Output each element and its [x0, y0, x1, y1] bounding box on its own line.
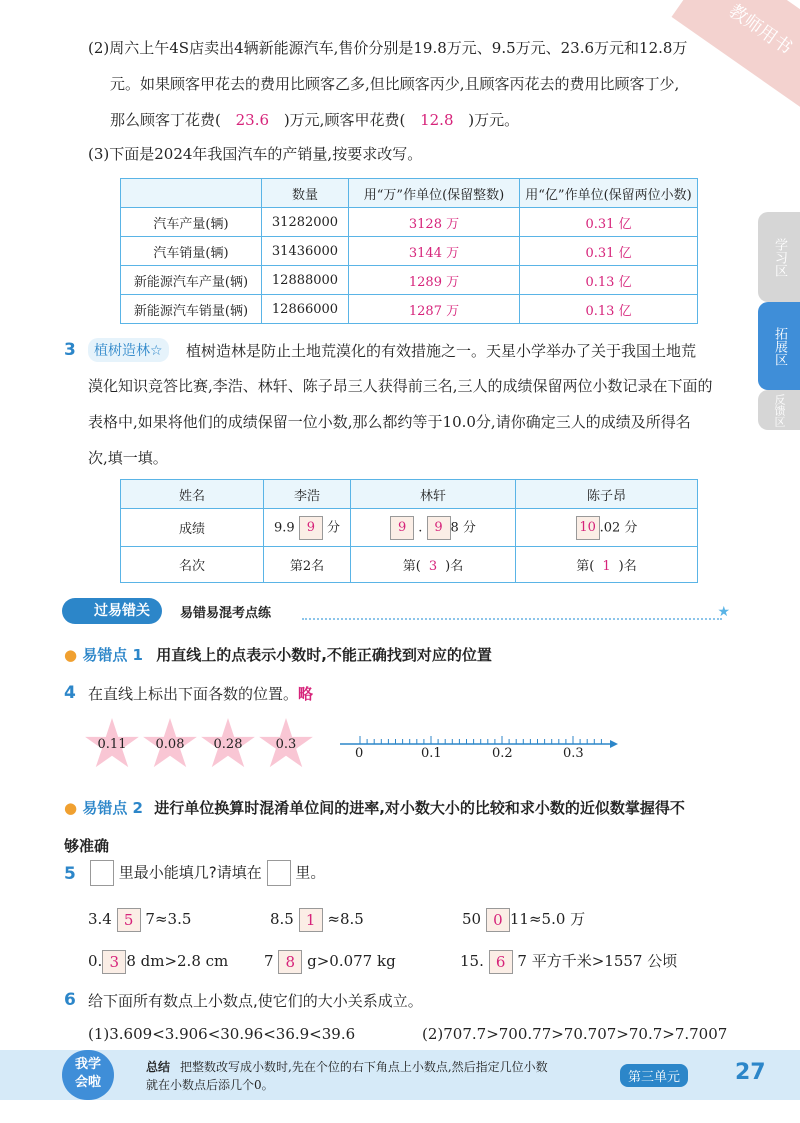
table-row: 汽车产量(辆) 31282000 3128 万 0.31 亿 [121, 208, 698, 237]
error-point-1: ● 易错点 1 用直线上的点表示小数时,不能正确找到对应的位置 [64, 646, 492, 664]
q5-item: 8.5 1 ≈8.5 [270, 908, 364, 932]
answer-box[interactable]: 10 [576, 516, 600, 540]
q2-part3-text: (3)下面是2024年我国汽车的产销量,按要求改写。 [88, 145, 423, 163]
q5-item: 15. 6 7 平方千米>1557 公顷 [460, 950, 677, 974]
number-line-label: 0.1 [421, 746, 442, 761]
section-header [62, 598, 730, 624]
empty-box [267, 860, 291, 886]
table-row: 新能源汽车产量(辆) 12888000 1289 万 0.13 亿 [121, 266, 698, 295]
footer-summary: 总结 把整数改写成小数时,先在个位的右下角点上小数点,然后指定几位小数 就在小数点后添几个0。 [146, 1060, 548, 1092]
table-row: 新能源汽车销量(辆) 12866000 1287 万 0.13 亿 [121, 295, 698, 324]
error-point-2: ● 易错点 2 进行单位换算时混淆单位间的进率,对小数大小的比较和求小数的近似数掌握得不 够准确 [64, 799, 685, 855]
section-title: 过易错关 [62, 598, 162, 624]
unit-label: 第三单元 [620, 1064, 688, 1087]
number-line-label: 0.3 [563, 746, 584, 761]
number-line-label: 0.2 [492, 746, 513, 761]
corner-stamp: 教师用书 [672, 0, 800, 109]
star-icon: ★ [717, 604, 730, 620]
q5-item: 3.4 5 7≈3.5 [88, 908, 191, 932]
section-subtitle: 易错易混考点练 [180, 606, 272, 621]
tab-feedback-zone[interactable]: 反馈区 [758, 390, 800, 430]
tab-extension-zone[interactable]: 拓展区 [758, 302, 800, 390]
contest-score-table: 姓名 李浩 林轩 陈子昂 成绩 9.9 9 分 9 . 9 8 分 10 .02 分 名次 第2名 第( 3 )名 第( 1 )名 [120, 479, 698, 583]
divider [302, 618, 722, 620]
q5-item: 0. 3 8 dm>2.8 cm [88, 950, 228, 974]
q2-part2: (2)周六上午4S店卖出4辆新能源汽车,售价分别是19.8万元、9.5万元、23.6万元和12.8万 元。如果顾客甲花去的费用比顾客乙多,但比顾客丙少,且顾客丙花去的费用比顾客丁少, 那么顾客丁花费( 23.6 )万元,顾客甲花费( 12.8 )万元。 [88, 39, 688, 129]
table-row: 汽车销量(辆) 31436000 3144 万 0.31 亿 [121, 237, 698, 266]
answer-customer-jia: 12.8 [420, 111, 454, 129]
page-number: 27 [735, 1060, 766, 1085]
footer-badge: 我学 会啦 [62, 1050, 114, 1100]
bulb-icon: ● [64, 799, 78, 817]
empty-box [90, 860, 114, 886]
answer-box[interactable]: 9 [427, 516, 451, 540]
q3-tag: 植树造林☆ [88, 338, 169, 362]
answer-box[interactable]: 9 [299, 516, 323, 540]
number-line-label: 0 [355, 746, 364, 761]
tab-study-zone[interactable]: 学习区 [758, 212, 800, 302]
number-line [340, 730, 630, 762]
bulb-icon: ● [64, 646, 78, 664]
answer-customer-ding: 23.6 [235, 111, 270, 129]
answer-box[interactable]: 9 [390, 516, 414, 540]
car-production-table: 数量 用“万”作单位(保留整数) 用“亿”作单位(保留两位小数) 汽车产量(辆) 31282000 3128 万 0.31 亿 汽车销量(辆) 31436000 3144 万 0.31 亿 新能源汽车产量(辆) 12888000 1289 万 0.13 亿 新能源汽车销量(辆) 12866000 1287 万 0.13 亿 [120, 178, 698, 324]
star-icon: ☆ [150, 343, 163, 359]
q5-item: 7 8 g>0.077 kg [264, 950, 396, 974]
q3-number: 3 [64, 340, 76, 360]
q5-item: 50 0 11≈5.0 万 [462, 908, 585, 932]
